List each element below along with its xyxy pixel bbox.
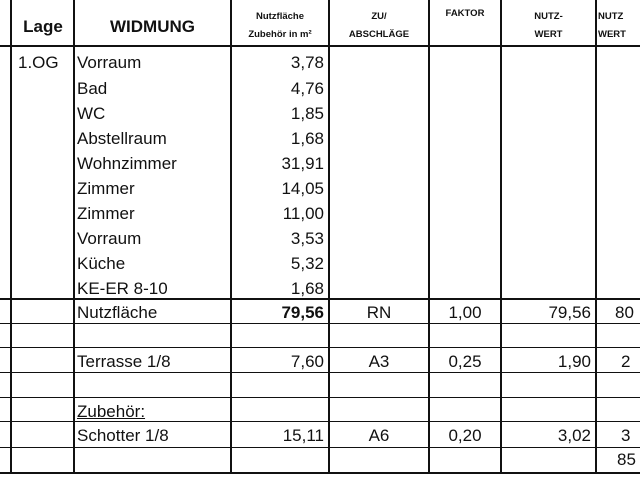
grid-line-horizontal: [0, 372, 640, 373]
room-name: Bad: [77, 79, 108, 98]
room-area: 1,85: [290, 104, 324, 123]
header-nutzwert2-2: WERT: [598, 29, 626, 40]
room-name: Zimmer: [77, 179, 135, 198]
grid-line-horizontal: [0, 397, 640, 398]
grid-line-vertical: [230, 0, 232, 474]
terrasse-nutzwert: 1,90: [557, 352, 591, 371]
terrasse-label: Terrasse 1/8: [77, 352, 171, 371]
grid-line-horizontal: [0, 421, 640, 422]
room-name: Küche: [77, 254, 126, 273]
room-area: 5,32: [290, 254, 324, 273]
nutzflaeche-area: 79,56: [281, 303, 324, 322]
room-area: 3,53: [290, 229, 324, 248]
header-zu-2: ABSCHLÄGE: [348, 29, 410, 40]
room-area: 3,78: [290, 53, 324, 72]
room-name: Vorraum: [77, 53, 142, 72]
grid-line-vertical: [10, 0, 12, 474]
header-nutzflaeche-1: Nutzfläche: [255, 11, 305, 22]
header-widmung: WIDMUNG: [110, 17, 195, 36]
room-area: 1,68: [290, 129, 324, 148]
schotter-nutzwert: 3,02: [557, 426, 591, 445]
nutzflaeche-zu: RN: [366, 303, 392, 322]
grid-line-horizontal: [0, 323, 640, 324]
header-nutzwert-2: WERT: [534, 29, 563, 40]
terrasse-zu: A3: [368, 352, 390, 371]
room-name: KE-ER 8-10: [77, 279, 168, 298]
nutzflaeche-label: Nutzfläche: [77, 303, 158, 322]
grid-line-vertical: [428, 0, 430, 474]
grid-line-horizontal: [0, 472, 640, 474]
nutzwert-total: 85: [617, 450, 636, 469]
nutzflaeche-nutzwert: 79,56: [548, 303, 591, 322]
terrasse-nutzwert-rounded: 2: [621, 352, 631, 371]
room-area: 4,76: [290, 79, 324, 98]
schotter-faktor: 0,20: [448, 426, 482, 445]
schotter-zu: A6: [368, 426, 390, 445]
room-area: 11,00: [282, 204, 324, 223]
room-area: 14,05: [281, 179, 324, 198]
room-area: 31,91: [281, 154, 324, 173]
terrasse-area: 7,60: [290, 352, 324, 371]
header-nutzwert2-1: NUTZ: [598, 11, 624, 22]
grid-line-vertical: [500, 0, 502, 474]
header-lage: Lage: [23, 17, 63, 36]
grid-line-vertical: [73, 0, 75, 474]
grid-line-horizontal: [0, 347, 640, 348]
grid-line-vertical: [595, 0, 597, 474]
terrasse-faktor: 0,25: [448, 352, 482, 371]
nutzflaeche-faktor: 1,00: [448, 303, 482, 322]
schotter-label: Schotter 1/8: [77, 426, 169, 445]
room-name: Vorraum: [77, 229, 142, 248]
zubehoer-label: Zubehör:: [77, 402, 146, 421]
room-name: Wohnzimmer: [77, 154, 177, 173]
nutzflaeche-nutzwert-rounded: 80: [615, 303, 634, 322]
room-area: 1,68: [290, 279, 324, 298]
header-nutzflaeche-2: Zubehör in m²: [248, 29, 312, 40]
header-zu-1: ZU/: [371, 11, 387, 22]
room-name: Abstellraum: [77, 129, 167, 148]
grid-line-horizontal: [0, 45, 640, 47]
room-lage: 1.OG: [18, 53, 59, 72]
room-name: Zimmer: [77, 204, 135, 223]
header-nutzwert-1: NUTZ-: [534, 11, 563, 22]
grid-line-horizontal: [0, 447, 640, 448]
schotter-nutzwert-rounded: 3: [621, 426, 631, 445]
schotter-area: 15,11: [282, 426, 324, 445]
room-name: WC: [77, 104, 106, 123]
grid-line-horizontal: [0, 298, 640, 300]
header-faktor: FAKTOR: [445, 8, 485, 19]
grid-line-vertical: [328, 0, 330, 474]
